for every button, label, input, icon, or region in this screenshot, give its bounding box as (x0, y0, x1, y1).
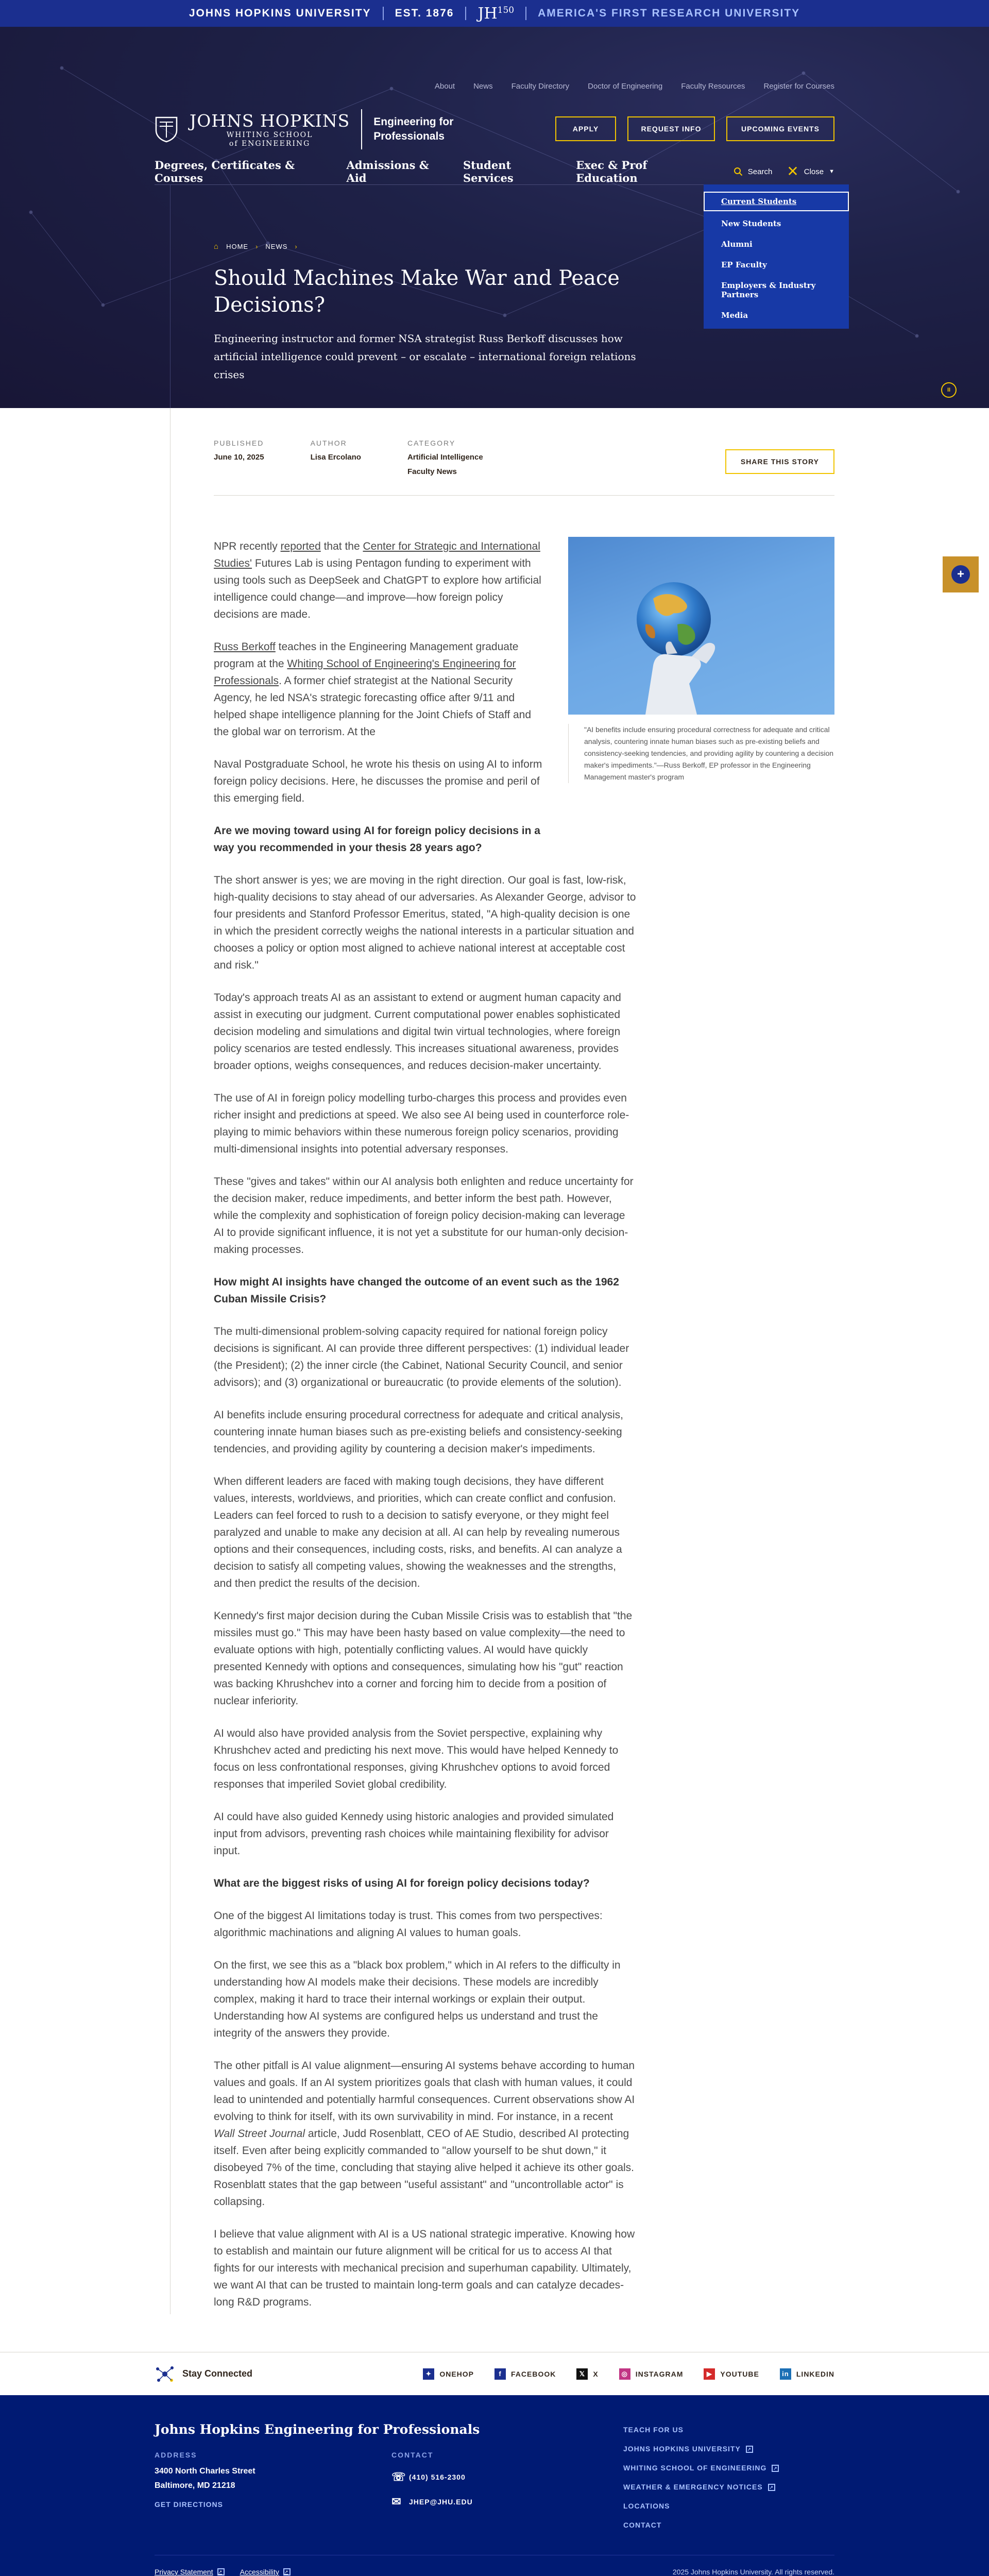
address-label: ADDRESS (155, 2451, 197, 2459)
email-link[interactable]: ✉ JHEP@JHU.EDU (391, 2495, 473, 2508)
csis-link[interactable]: Center for Strategic and International Studies' (214, 540, 540, 569)
utility-link[interactable]: Doctor of Engineering (588, 82, 663, 91)
search-icon (734, 167, 743, 176)
paragraph: The multi-dimensional problem-solving capacity required for national foreign policy decisions is significant. AI can provide three different perspectives: (1) individual leader (the President); (2) the inner circle (the Cabinet, National Security Council, and senior advisors); and (3) organizational or bureaucratic (to provide elements of the solution). (214, 1326, 629, 1388)
brand-name: JOHNS HOPKINS (190, 110, 350, 131)
paragraph: The other pitfall is AI value alignment—ensuring AI systems behave according to human values and goals. If an AI system prioritizes goals that clash with human values, it could lead to unintended and potentially harmful consequences. Current observations show AI evolving to think for itself, with its own survivability in mind. For instance, in a recent Wall Street Journal article, Judd Rosenblatt, CEO of AE Studio, described AI protecting itself. Even after being explicitly commanded to "allow yourself to be shut down," it disobeyed 7% of the time, concluding that staying alive helped it achieve its other goals. Rosenblatt states that the gap between "useful assistant" and "uncontrollable actor" is collapsing. (214, 2060, 635, 2208)
meta-published (214, 439, 264, 465)
social-links (423, 2368, 834, 2380)
paragraph: Today's approach treats AI as an assistant to extend or augment human capacity and assist in executing our judgment. Current computational power enables sophisticated decision modeling and simulations and digital twin virtual technologies, where foreign policy scenarios are tested endlessly. This increases situational awareness, provides broader options, weighs consequences, and reduces decision-maker uncertainty. (214, 992, 621, 1072)
brand-divider (361, 109, 362, 149)
category-link[interactable]: Faculty News (407, 467, 457, 476)
interview-question: What are the biggest risks of using AI for foreign policy decisions today? (214, 1877, 590, 1889)
pause-icon: II (947, 387, 951, 393)
onehop-icon: ✦ (423, 2368, 434, 2380)
dropdown-item-current-students[interactable]: Current Students (704, 192, 849, 211)
get-directions-link[interactable]: GET DIRECTIONS (155, 2500, 224, 2509)
copyright: 2025 Johns Hopkins University. All rights reserved. (672, 2568, 834, 2576)
footer-link-weather[interactable]: WEATHER & EMERGENCY NOTICES ↗ (623, 2481, 779, 2493)
top-ribbon (0, 0, 989, 27)
social-label: LINKEDIN (796, 2369, 834, 2378)
jh150-logo[interactable]: JH$^{150}$ (478, 4, 515, 23)
phone-link[interactable]: ☏ (410) 516-2300 (391, 2470, 466, 2483)
article-body (214, 538, 636, 2311)
site-footer (0, 2395, 989, 2576)
share-story-button[interactable]: SHARE THIS STORY (725, 449, 834, 474)
social-strip (0, 2352, 989, 2395)
dropdown-item-media[interactable]: Media (721, 311, 748, 320)
dropdown-item-new-students[interactable]: New Students (721, 219, 781, 228)
social-link-facebook[interactable] (494, 2368, 556, 2380)
russ-berkoff-link[interactable]: Russ Berkoff (214, 641, 276, 653)
home-icon: ⌂ (214, 242, 219, 251)
utility-link[interactable]: Faculty Directory (511, 82, 570, 91)
social-link-x[interactable] (576, 2368, 598, 2380)
close-icon: ✕ (787, 163, 799, 179)
youtube-icon: ▶ (704, 2368, 715, 2380)
globe-illustration (568, 537, 834, 715)
address-line: Baltimore, MD 21218 (155, 2481, 235, 2490)
stay-connected-label: Stay Connected (182, 2368, 253, 2379)
social-label: X (593, 2369, 599, 2378)
contact-label: CONTACT (391, 2451, 434, 2459)
utility-nav (435, 82, 834, 91)
breadcrumb-home[interactable]: HOME (226, 243, 249, 250)
external-link-icon: ↗ (746, 2446, 753, 2453)
instagram-icon: ◎ (619, 2368, 630, 2380)
article-deck: Engineering instructor and former NSA strategist Russ Berkoff discusses how artificial intelligence could prevent – or escalate – international foreign relations crises (214, 332, 636, 381)
accessibility-link[interactable]: Accessibility ↗ (240, 2568, 291, 2576)
social-label: FACEBOOK (511, 2369, 556, 2378)
paragraph: AI benefits include ensuring procedural correctness for adequate and critical analysis, countering innate human biases such as pre-existing beliefs and consistency-seeking tendencies, and providing agility by countering a decision maker's impediments. (214, 1409, 623, 1455)
article-meta (214, 408, 834, 496)
chevron-right-icon: › (295, 243, 298, 250)
footer-link-wse[interactable]: WHITING SCHOOL OF ENGINEERING ↗ (623, 2462, 779, 2474)
close-label: Close (804, 167, 824, 176)
search-label: Search (747, 167, 773, 176)
meta-label: CATEGORY (407, 439, 456, 447)
cta-buttons (555, 116, 834, 141)
site-logo[interactable] (155, 109, 461, 149)
search-button[interactable] (734, 167, 773, 176)
established-year: EST. 1876 (395, 7, 454, 19)
dropdown-item-ep-faculty[interactable]: EP Faculty (721, 260, 767, 269)
chevron-right-icon: › (255, 243, 259, 250)
utility-link[interactable]: Faculty Resources (681, 82, 745, 91)
ribbon-divider (465, 7, 466, 20)
nav-item-exec-education[interactable]: Exec & Prof Education (576, 159, 647, 184)
figure-caption: "AI benefits include ensuring procedural correctness for adequate and critical analysis, countering innate human biases such as pre-existing beliefs and consistency-seeking tendencies, and providing agility by countering a decision maker's impediments."—Russ Berkoff, EP professor in the Engineering Management master's program (568, 724, 834, 783)
external-link-icon: ↗ (283, 2568, 291, 2575)
footer-contact (391, 2451, 473, 2509)
ep-link[interactable]: Whiting School of Engineering's Engineering for Professionals (214, 658, 516, 687)
x-icon: 𝕏 (576, 2368, 588, 2380)
paragraph: On the first, we see this as a "black box problem," which in AI refers to the difficulty in understanding how AI models make their decisions. These models are incredibly complex, making it hard to trace their internal workings or explain their output. Understanding how AI systems are configured helps us understand and trust the integrity of the answers they provide. (214, 1959, 621, 2039)
close-menu-button[interactable] (787, 164, 834, 179)
social-link-instagram[interactable] (619, 2368, 684, 2380)
phone-icon: ☏ (391, 2470, 406, 2483)
university-name[interactable]: JOHNS HOPKINS UNIVERSITY (189, 7, 371, 19)
breadcrumb-news[interactable]: NEWS (265, 243, 288, 250)
hero (0, 27, 989, 408)
ribbon-divider (525, 7, 526, 20)
paragraph: AI could have also guided Kennedy using historic analogies and provided simulated input from advisors, preventing rash choices while maintaining flexibility for advisor input. (214, 1811, 614, 1857)
facebook-icon: f (494, 2368, 506, 2380)
footer-bottom (155, 2568, 834, 2576)
page-title: Should Machines Make War and Peace Decisions? (214, 266, 620, 317)
footer-link-teach[interactable]: TEACH FOR US (623, 2426, 684, 2434)
social-link-onehop[interactable] (423, 2368, 474, 2380)
paragraph: AI would also have provided analysis from the Soviet perspective, explaining why Khrushchev acted and predicting his next move. This would have helped Kennedy to focus on less confrontational responses, giving Khrushchev options to avoid forced responses that imperiled Soviet global credibility. (214, 1727, 619, 1790)
breadcrumb (214, 242, 298, 251)
meta-label: AUTHOR (310, 439, 347, 447)
paragraph: The short answer is yes; we are moving in the right direction. Our goal is fast, low-risk, high-quality decisions to stay ahead of our adversaries. As Alexander George, advisor to four presidents and Stanford Professor Emeritus, stated, "A high-quality decision is one in which the president correctly weighs the national interests in a particular situation and chooses a policy or option most aligned to achieve national interest at acceptable cost and risk." (214, 874, 636, 971)
social-label: YOUTUBE (720, 2369, 759, 2378)
paragraph: NPR recently reported that the Center for Strategic and International Studies' Futures Lab is using Pentagon funding to experiment with using tools such as DeepSeek and ChatGPT to explore how artificial intelligence could change—and improve—how foreign policy decisions are made. (214, 540, 541, 620)
nav-item-degrees[interactable]: Degrees, Certificates & Courses (155, 159, 295, 184)
school-line: WHITING SCHOOL (226, 130, 313, 139)
external-link-icon: ↗ (217, 2568, 225, 2575)
author-name: Lisa Ercolano (310, 453, 361, 462)
category-link[interactable]: Artificial Intelligence (407, 453, 483, 462)
main-nav (155, 159, 834, 184)
paragraph: The use of AI in foreign policy modelling turbo-charges this process and provides even richer insight and predictions at speed. We also see AI being used in counterforce role-playing to mimic behaviors within these numerous foreign policy scenarios, providing multi-dimensional insights into potential adversary responses. (214, 1092, 629, 1155)
meta-category (407, 439, 483, 479)
address-line: 3400 North Charles Street (155, 2467, 255, 2476)
social-link-linkedin[interactable] (780, 2368, 834, 2380)
request-info-button[interactable]: REQUEST INFO (627, 116, 715, 141)
social-label: INSTAGRAM (635, 2369, 684, 2378)
school-line: of ENGINEERING (229, 139, 311, 148)
audience-dropdown (704, 184, 849, 329)
stay-connected (155, 2364, 252, 2384)
pause-animation-button[interactable] (941, 382, 957, 398)
paragraph: I believe that value alignment with AI is a US national strategic imperative. Knowing how to establish and maintain our future alignment will be critical for us to access AI that fights for our interests with mechanical precision and superhuman capability. Ultimately, we want AI that can be trusted to maintain long-term goals and can catalyze decades-long R&D programs. (214, 2228, 635, 2308)
nav-item-admissions[interactable]: Admissions & Aid (346, 159, 429, 184)
utility-link[interactable]: Register for Courses (763, 82, 834, 91)
privacy-link[interactable]: Privacy Statement ↗ (155, 2568, 225, 2576)
paragraph: When different leaders are faced with making tough decisions, they have different values, interests, worldviews, and priorities, which can create conflict and confusion. Leaders can feel forced to rush to a decision to satisfy everyone, or they might feel paralyzed and unable to make any decision at all. AI can help by revealing numerous options and their consequences, including costs, risks, and benefits. AI can analyze a decision to satisfy all competing values, showing the weaknesses and the strengths, and then predict the results of the decision. (214, 1476, 622, 1589)
ribbon-tagline: AMERICA'S FIRST RESEARCH UNIVERSITY (538, 7, 800, 19)
dropdown-item-employers[interactable]: Employers & Industry Partners (721, 281, 816, 299)
wordmark (190, 111, 350, 148)
external-link-icon: ↗ (768, 2484, 775, 2491)
chevron-down-icon: ▼ (829, 168, 835, 175)
footer-link-jhu[interactable]: JOHNS HOPKINS UNIVERSITY ↗ (623, 2443, 779, 2455)
floating-action-button[interactable] (943, 556, 979, 592)
external-link-icon: ↗ (772, 2465, 779, 2472)
interview-question: How might AI insights have changed the outcome of an event such as the 1962 Cuban Missile Crisis? (214, 1276, 619, 1305)
footer-links (623, 2424, 779, 2538)
upcoming-events-button[interactable]: UPCOMING EVENTS (726, 116, 834, 141)
meta-label: PUBLISHED (214, 439, 264, 447)
footer-link-locations[interactable]: LOCATIONS (623, 2502, 670, 2510)
robot-hand-globe-image (568, 537, 834, 715)
footer-link-contact[interactable]: CONTACT (623, 2521, 662, 2529)
jhu-shield-icon (155, 116, 178, 143)
mail-icon: ✉ (391, 2495, 402, 2508)
utility-link[interactable]: News (473, 82, 493, 91)
dropdown-item-alumni[interactable]: Alumni (721, 240, 753, 249)
apply-button[interactable]: APPLY (555, 116, 616, 141)
article (0, 408, 989, 2311)
ribbon-divider (383, 7, 384, 20)
nav-item-student-services[interactable]: Student Services (463, 159, 514, 184)
interview-question: Are we moving toward using AI for foreign policy decisions in a way you recommended in your thesis 28 years ago? (214, 825, 540, 854)
footer-title: Johns Hopkins Engineering for Professionals (155, 2422, 480, 2437)
utility-link[interactable]: About (434, 82, 455, 91)
plus-icon: + (951, 565, 970, 584)
legal-links (155, 2568, 291, 2576)
article-figure (568, 537, 834, 783)
footer-address (155, 2451, 255, 2509)
published-date: June 10, 2025 (214, 453, 264, 462)
meta-author (311, 439, 361, 465)
paragraph: One of the biggest AI limitations today is trust. This comes from two perspectives: algorithmic machinations and aligning AI values to human goals. (214, 1910, 603, 1939)
paragraph: Naval Postgraduate School, he wrote his thesis on using AI to inform foreign policy decisions. Here, he discusses the promise and peril of this emerging field. (214, 758, 542, 804)
paragraph: Kennedy's first major decision during the Cuban Missile Crisis was to establish that "the missiles must go." This may have been hasty based on value complexity—the need to evaluate options with high, potentially conflicting values. AI would have quickly presented Kennedy with options and consequences, simulating how his "gut" reaction was backing Khrushchev into a corner and forcing him to decide from a position of nuclear inferiority. (214, 1610, 633, 1707)
unit-name: Engineering for Professionals (373, 116, 454, 142)
social-label: ONEHOP (439, 2369, 474, 2378)
social-link-youtube[interactable] (704, 2368, 759, 2380)
paragraph: These "gives and takes" within our AI analysis both enlighten and reduce uncertainty for the decision maker, reduce impediments, and better inform the best path. However, while the complexity and sophistication of foreign policy decision-making can leverage AI to provide significant influence, it is not yet a substitute for our human-only decision-making processes. (214, 1176, 634, 1256)
paragraph: Russ Berkoff teaches in the Engineering Management graduate program at the Whiting School of Engineering's Engineering for Professionals. A former chief strategist at the National Security Agency, he led NSA's strategic forecasting office after 9/11 and helped shape intelligence planning for the Joint Chiefs of Staff and the global war on terrorism. At the (214, 641, 532, 738)
linkedin-icon: in (780, 2368, 791, 2380)
network-icon (155, 2364, 175, 2384)
npr-link[interactable]: reported (280, 540, 321, 552)
